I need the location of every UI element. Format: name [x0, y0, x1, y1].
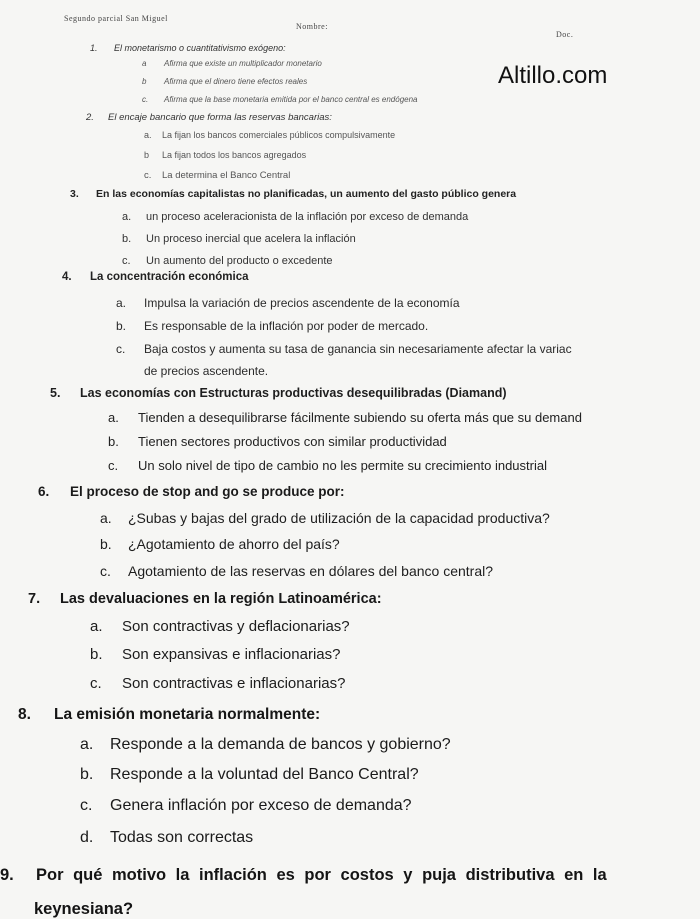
exam-page: Segundo parcial San Miguel Nombre: Doc. Altillo.com 1. El monetarismo o cuantitativismo exógeno: a Afirma que existe un multiplicador monetario b Afirma que el dinero tiene efectos reales c. Afirma que la base monetaria emitida por el banco central es endógena 2. El encaje bancario que forma las reservas bancarias: a. La fijan los bancos comerciales públicos compulsivamente b La fijan todos los bancos agregados c. La determina el Banco Central 3. En las economías capitalistas no planificadas, un aumento del gasto público genera a. un proceso aceleracionista de la inflación por exceso de demanda b. Un proceso inercial que acelera la inflación c. Un aumento del producto o excedente 4. La concentración económica a. Impulsa la variación de precios ascendente de la economía b. Es responsable de la inflación por poder de mercado. c. Baja costos y aumenta su tasa de ganancia sin necesariamente afectar la variac de precios ascendente. 5. Las economías con Estructuras productivas desequilibradas (Diamand) a. Tienden a desequilibrarse fácilmente subiendo su oferta más que su demand b. Tienen sectores productivos con similar productividad c. Un solo nivel de tipo de cambio no les permite su crecimiento industrial 6. El proceso de stop and go se produce por: a. ¿Subas y bajas del grado de utilización de la capacidad productiva? b. ¿Agotamiento de ahorro del país? c. Agotamiento de las reservas en dólares del banco central? 7. Las devaluaciones en la región Latinoamérica: a. Son contractivas y deflacionarias? b. Son expansivas e inflacionarias? c. Son contractivas e inflacionarias? 8. La emisión monetaria normalmente: a. Responde a la demanda de bancos y gobierno? b. Responde a la voluntad del Banco Central? c. Genera inflación por exceso de demanda? d. Todas son correctas 9. Por qué motivo la inflación es por costos y puja distributiva en la keynesiana? [0, 14, 608, 918]
question-4: 4. La concentración económica [62, 271, 249, 283]
header-school: Segundo parcial San Miguel [64, 14, 168, 23]
question-9-continued: keynesiana? [34, 900, 134, 918]
question-8: 8. La emisión monetaria normalmente: [18, 706, 321, 723]
question-3: 3. En las economías capitalistas no planificadas, un aumento del gasto público genera [70, 188, 517, 200]
question-1: 1. El monetarismo o cuantitativismo exógeno: [90, 43, 286, 53]
header-name-label: Nombre: [296, 22, 328, 31]
question-2: 2. El encaje bancario que forma las reservas bancarias: [86, 112, 332, 123]
watermark-text: Altillo.com [498, 62, 608, 89]
question-9: 9. Por qué motivo la inflación es por costos y puja distributiva en la [0, 866, 607, 884]
q4-option-c-continued: de precios ascendente. [144, 364, 269, 378]
header-doc-label: Doc. [556, 30, 574, 39]
question-7: 7. Las devaluaciones en la región Latinoamérica: [28, 591, 382, 607]
question-5: 5. Las economías con Estructuras productivas desequilibradas (Diamand) [50, 386, 507, 400]
question-6: 6. El proceso de stop and go se produce por: [38, 484, 345, 499]
